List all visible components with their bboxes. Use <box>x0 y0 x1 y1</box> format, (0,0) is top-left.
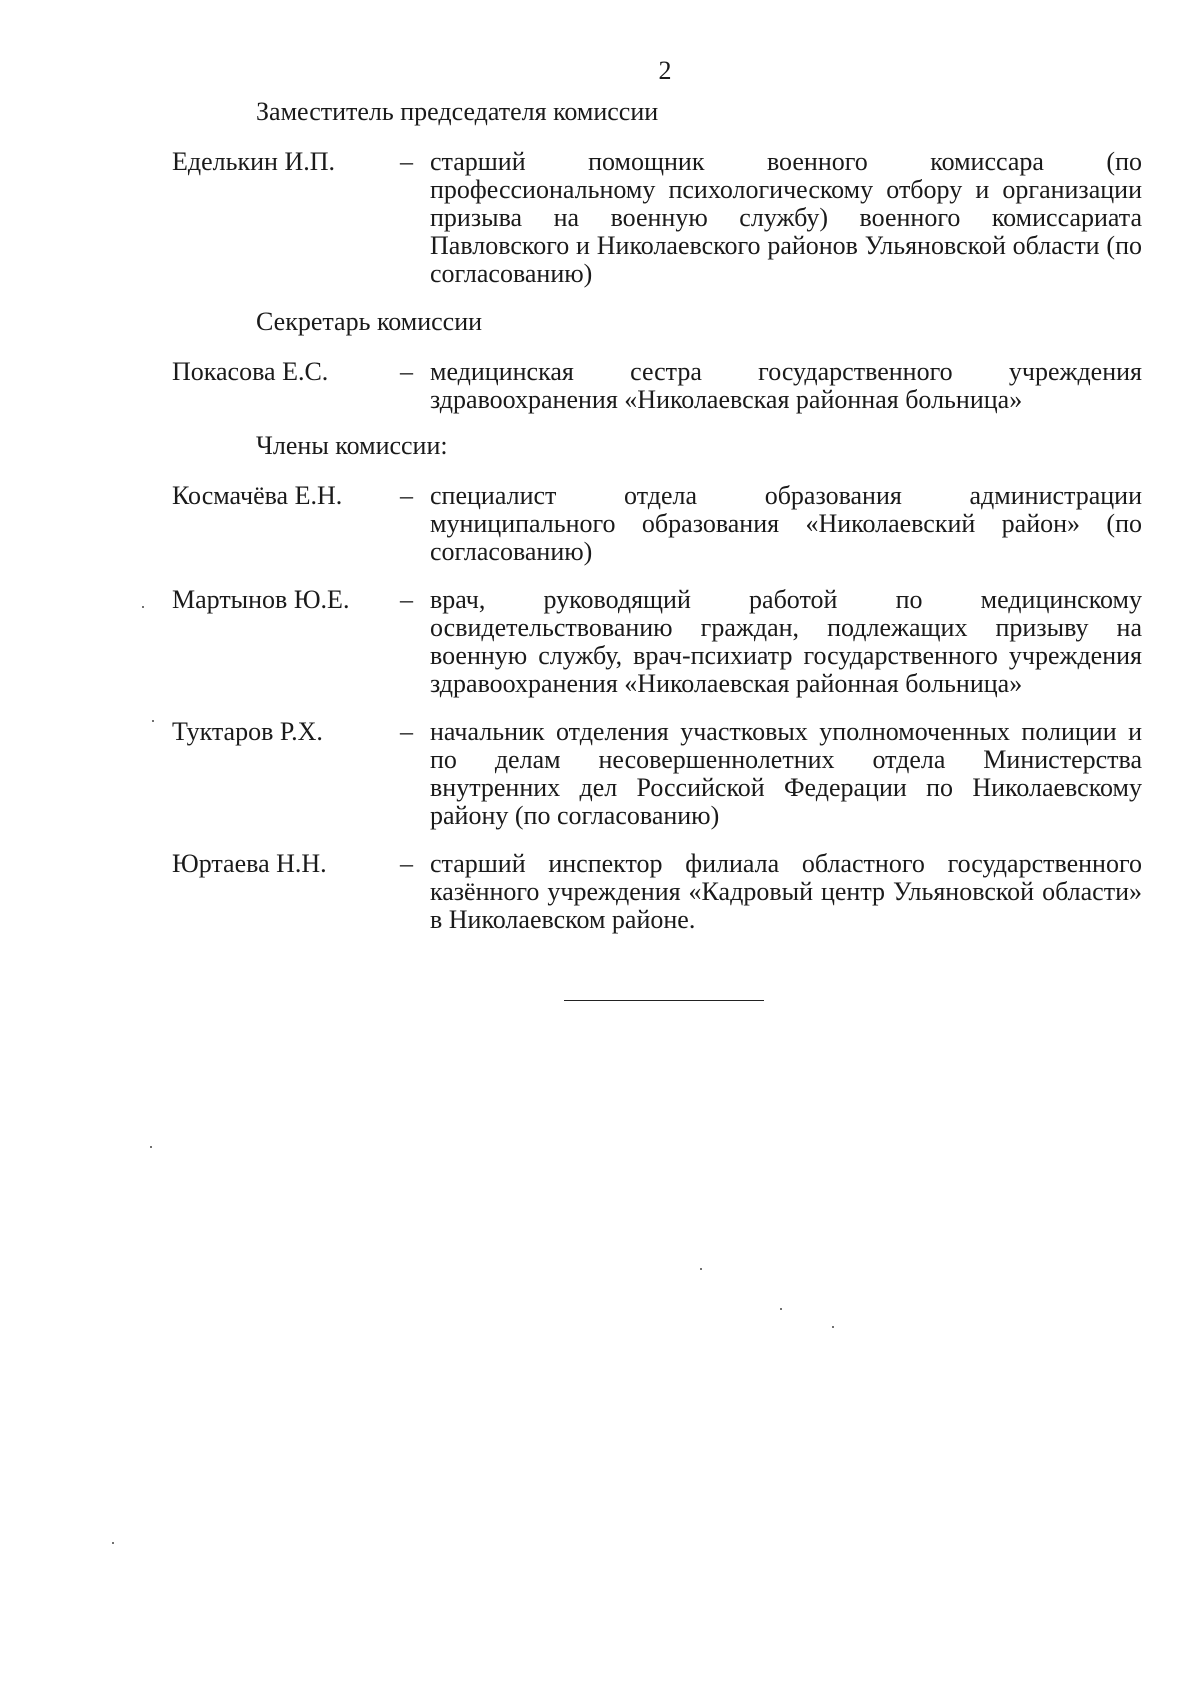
page-number: 2 <box>658 56 672 85</box>
member-name: Космачёва Е.Н. <box>172 481 343 510</box>
member-name: Туктаров Р.Х. <box>172 717 323 746</box>
deputy-chairman-heading: Заместитель председателя комиссии <box>256 97 659 126</box>
entry-dash: – <box>400 357 413 386</box>
member-role: начальник отделения участковых уполномоченных полиции и по делам несовершеннолетних отдела Министерства внутренних дел Российской Федерации по Николаевскому району (по согласованию) <box>430 717 1142 830</box>
secretary-heading: Секретарь комиссии <box>256 307 483 336</box>
entry-dash: – <box>400 481 413 510</box>
entry-dash: – <box>400 147 413 176</box>
scan-speck <box>112 1542 114 1544</box>
end-divider-line <box>564 1000 764 1001</box>
entry-dash: – <box>400 717 413 746</box>
member-name: Покасова Е.С. <box>172 357 329 386</box>
members-heading: Члены комиссии: <box>256 431 448 460</box>
member-name: Еделькин И.П. <box>172 147 335 176</box>
entry-dash: – <box>400 849 413 878</box>
member-name: Юртаева Н.Н. <box>172 849 327 878</box>
scan-speck <box>700 1268 702 1270</box>
member-name: Мартынов Ю.Е. <box>172 585 350 614</box>
member-role: старший помощник военного комиссара (по профессиональному психологическому отбору и организации призыва на военную службу) военного комиссариата Павловского и Николаевского районов Ульяновской области (по согласованию) <box>430 147 1142 288</box>
entry-dash: – <box>400 585 413 614</box>
member-role: старший инспектор филиала областного государственного казённого учреждения «Кадровый центр Ульяновской области» в Николаевском районе. <box>430 849 1142 934</box>
scan-speck <box>152 720 154 722</box>
scan-speck <box>150 1146 152 1148</box>
scan-speck <box>780 1308 782 1310</box>
scan-speck <box>832 1326 834 1328</box>
member-role: специалист отдела образования администрации муниципального образования «Николаевский район» (по согласованию) <box>430 481 1142 566</box>
scan-speck <box>142 606 144 608</box>
member-role: врач, руководящий работой по медицинскому освидетельствованию граждан, подлежащих призыву на военную службу, врач-психиатр государственного учреждения здравоохранения «Николаевская районная больница» <box>430 585 1142 698</box>
member-role: медицинская сестра государственного учреждения здравоохранения «Николаевская районная больница» <box>430 357 1142 414</box>
